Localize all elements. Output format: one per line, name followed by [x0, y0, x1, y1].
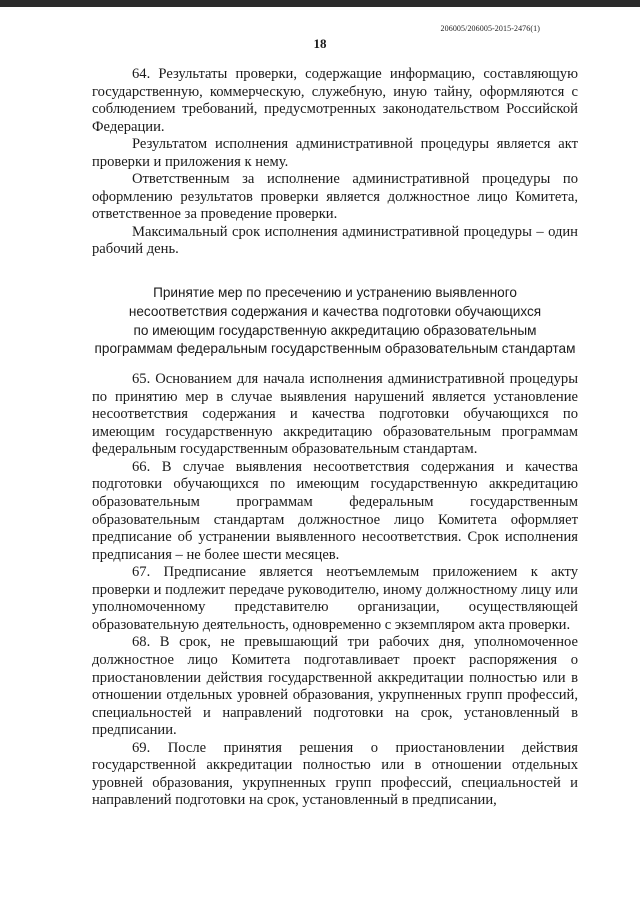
document-body: [92, 66, 578, 810]
paragraph-68: 68. В срок, не превышающий три рабочих дня, уполномоченное должностное лицо Комитета подготавливает проект распоряжения о приостановлении действия государственной аккредитации полностью или в отношении отдельных уровней образования, укрупненных групп профессий, специальностей и направлений подготовки на срок, установленный в предписании.: [92, 634, 578, 739]
heading-line: Принятие мер по пресечению и устранению выявленного: [153, 285, 517, 301]
page-top-border: [0, 0, 640, 7]
paragraph-64: 64. Результаты проверки, содержащие информацию, составляющую государственную, коммерческую, служебную, иную тайну, оформляются с соблюдением требований, предусмотренных законодательством Российской Федерации.: [92, 66, 578, 135]
page-number: 18: [313, 36, 327, 51]
paragraph-responsible: Ответственным за исполнение административной процедуры по оформлению результатов проверки является должностное лицо Комитета, ответственное за проведение проверки.: [92, 171, 578, 223]
paragraph-65: 65. Основанием для начала исполнения административной процедуры по принятию мер в случае выявления нарушений является установление несоответствия содержания и качества подготовки обучающихся по имеющим государственную аккредитацию образовательным программам федеральным государственным образовательным стандартам.: [92, 371, 578, 458]
document-id: 206005/206005-2015-2476(1): [440, 24, 540, 33]
heading-line: программам федеральным государственным образовательным стандартам: [94, 341, 576, 357]
paragraph-max-term: Максимальный срок исполнения административной процедуры – один рабочий день.: [92, 223, 578, 258]
heading-line: по имеющим государственную аккредитацию образовательным: [133, 322, 537, 338]
paragraph-67: 67. Предписание является неотъемлемым приложением к акту проверки и подлежит передаче руководителю, иному должностному лицу или уполномоченному представителю организации, осуществляющей образовательную деятельность, одновременно с экземпляром акта проверки.: [92, 564, 578, 633]
heading-line: несоответствия содержания и качества подготовки обучающихся: [128, 303, 542, 319]
paragraph-69: 69. После принятия решения о приостановлении действия государственной аккредитации полностью или в отношении отдельных уровней образования, укрупненных групп профессий, специальностей и направлений подготовки на срок, установленный в предписании,: [92, 739, 578, 809]
paragraph-66: 66. В случае выявления несоответствия содержания и качества подготовки обучающихся по имеющим государственную аккредитацию образовательным программам федеральным государственным образовательным стандартам должностное лицо Комитета оформляет предписание об устранении выявленного несоответствия. Срок исполнения предписания – не более шести месяцев.: [92, 458, 578, 563]
paragraph-result: Результатом исполнения административной процедуры является акт проверки и приложения к нему.: [92, 136, 578, 170]
section-heading: [92, 284, 578, 359]
